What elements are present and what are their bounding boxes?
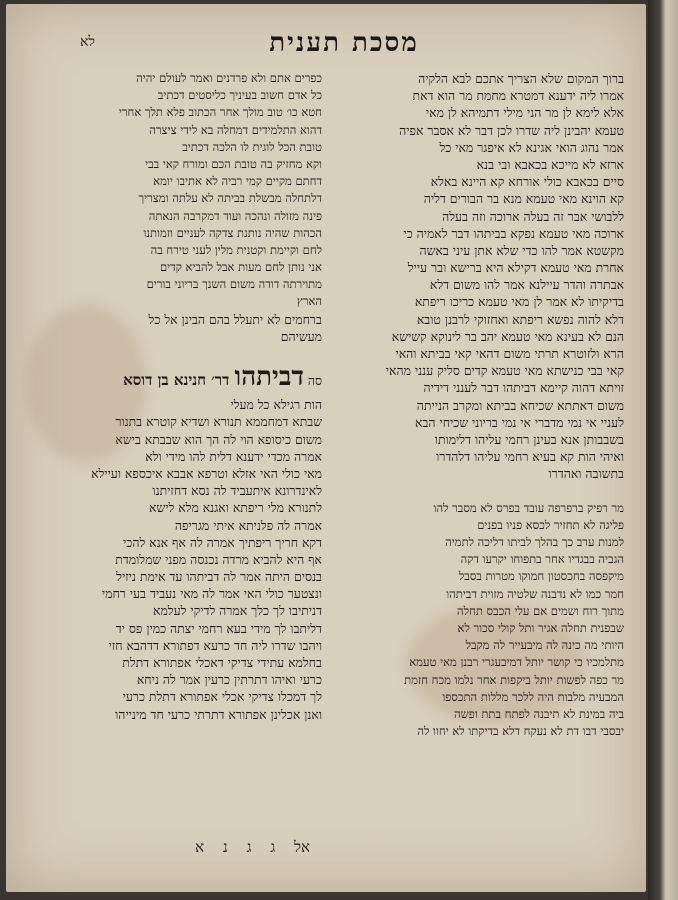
commentary-line: אני נותן לחם מעות אבל להביא קדים: [159, 260, 322, 275]
commentary-line: המבעיה מלבות היה ללכר מללות התכספו: [442, 689, 624, 704]
text-line: טעמא יהבינן ליה שדרו לכן דבר לא אסבר אפיה: [399, 122, 624, 138]
text-line: בשבבותן אנא בעינן רחמי עליהו דלימותו: [434, 431, 624, 447]
section-heading: [50, 362, 322, 396]
commentary-line: כפרים אתם ולא פרדנים ואמר לעולם יהיה: [136, 71, 322, 85]
text-line: ואיהי הות קא בעיא רחמי עליהו דלהדרו: [436, 449, 624, 465]
text-line: לעניי אי נמי מדברי אי נמי בריוני שכיחי הבא: [414, 414, 624, 430]
text-line: ויהבו שדרו ליה חד כרעא דפתורא דדהבא חזי: [108, 637, 322, 653]
commentary-line: יבסבי דבו דת לא נעקח דלא בדיקתו לא יחוו לה: [417, 724, 624, 739]
text-line: דקא חריך ריפתיך אמרה לה אף אנא להכי: [123, 534, 322, 550]
commentary-line: חטא כו׳ טוב מולך אחר הכתוב פלא תלך אחרי: [118, 105, 322, 120]
commentary-line: למנות ערב כך בהלך לביתו דליכה לתמיה: [445, 535, 624, 550]
folio-number: לא: [80, 34, 95, 50]
commentary-line: הגביה בבגדיו אחר בתפוחו יקרעו דקה: [460, 552, 624, 567]
commentary-line: מתוירתה דודה משום השנך בריוני בורים: [146, 277, 322, 292]
text-line: אמרה לה פלניתא איתי מגריפה: [174, 517, 322, 533]
catchword: ג: [227, 838, 252, 856]
text-line: אמרו ליה ידענא דמטרא מחמת מר הוא דאת: [412, 88, 624, 104]
right-column: [332, 70, 624, 740]
commentary-line: דחתם מקיים קמי רביה לא אתיבו יומא: [153, 174, 322, 189]
text-line: לתנורא מלי ריפתא ואגנא מלא לישא: [149, 500, 322, 516]
text-line: אמר נהוג הואי אגינא לא איפגר מאי כל: [439, 139, 624, 155]
heading-word: דביתהו: [234, 362, 304, 393]
text-line: מקשטא אמר להו כדי שלא אתן עיני באשה: [419, 242, 624, 258]
text-line: ברוך המקום שלא הצריך אתכם לבא הלקיה: [418, 71, 624, 86]
text-line: דלא להוה נפשא ריפתא ואחזוקי לרבנן טובא: [416, 311, 624, 327]
catchword: א: [195, 838, 205, 856]
catchword: ג: [251, 838, 276, 856]
page-edge: [648, 0, 678, 900]
text-line: סיים בכאבא כולי אורחא קא היינא באלא: [430, 174, 624, 190]
commentary-line: לחם וקיימת וקטנית מלין לעני טירח בה: [150, 242, 322, 257]
text-line: אף היא להביא מרדה נכנסה מפני שמלומדת: [115, 551, 322, 567]
spacer: [332, 483, 624, 500]
commentary-line: מיקפסה בחכסטון חמוקו מטרות בסבל: [458, 569, 624, 584]
text-line: ארזא לא מייכא בכאבא ובי בנא: [476, 156, 624, 172]
catchword: נ: [204, 838, 228, 856]
commentary-line: מר רפיק ברפרפה עובד בפרס לא מסבר להו: [433, 500, 624, 515]
text-line: ברחמים לא יתעלל בהם הבינן אל כל: [148, 311, 322, 327]
text-line: הנם לא בעינא מאי טעמא יהב בר לינוקא קשישא: [391, 328, 624, 344]
text-line: דליתבו לך מידי בעא רחמי יצתה כמין פס יד: [115, 620, 322, 636]
page-header: [40, 28, 648, 60]
spacer: [50, 345, 322, 362]
commentary-line: חמר כמו לא נדבנה שלטיה מזוית דביתהו: [446, 586, 624, 601]
text-line: הות רגילא כל מעלי: [230, 397, 322, 413]
text-line: משום דאתתא שכיחא בביתא ומקרב הנייתה: [416, 397, 624, 413]
page-title: מסכת תענית: [269, 28, 419, 58]
commentary-line: הכהות שהיה נותנת צדקה לעניים וזמותנו: [143, 225, 322, 240]
commentary-line: וקא מחזיק בה טובת הכם ומורח קאי בבי: [145, 156, 322, 171]
commentary-line: היותי מה כינה לה מיבעייר לה מקבל: [465, 638, 624, 653]
commentary-line: דלתחלה מבשלת בביתה לא עלתה ומצריך: [138, 191, 322, 206]
text-line: לאינדרונא איתעביד לה נסא דחזיתנו: [152, 483, 322, 499]
text-line: לך דמכלו צדיקי אכלי אפתורא דתלת כרעי: [122, 689, 322, 705]
commentary-line: פליגה לא תחזיר לכסא פניו בפנים: [477, 517, 624, 532]
text-line: אלא לימא לן מר הני מילי דתמיהא לן מאי: [425, 105, 624, 121]
text-line: הרא ולזוטרא תרתי משום דהאי קאי בביתא והאי: [395, 346, 624, 361]
text-line: מאי כולי האי אזלא וטרפא אבבא איכספא ועיילא: [91, 465, 322, 481]
commentary-line: טובת הכל לוגית לו הלכה דכתיב: [182, 139, 322, 154]
text-line: בנסים היתה אמר לה דביתהו עד אימת ניזיל: [116, 569, 322, 585]
text-line: ללבושי אבר זה בעלה ארוכה וזה בעלה: [442, 208, 624, 224]
text-line: משום כיסופא הוי לה הך הוא שבבתא בישא: [115, 431, 322, 447]
text-line: אמרה מכדי ידענא דלית להו מידי ולא: [145, 448, 322, 464]
text-line: בחלמא עתידי צדיקי דאכלי אפתורא דתלת: [122, 655, 322, 670]
commentary-line: כל אדם חשוב בעיניך כליסטים דכתיב: [157, 88, 322, 103]
left-column: [50, 70, 322, 723]
text-line: קאי בבי כנישתא מאי טעמא קדים סליק ענני מהאי: [385, 363, 624, 379]
text-line: ארוכה מאי טעמא נפקא בביתהו דבר לאמיה כי: [403, 225, 624, 241]
commentary-line: שבפנית תחלה אגיר ותל קולי סכור לא: [457, 621, 624, 635]
text-line: דניתיבו לך כלך אמרה לדיקי לעלמא: [153, 603, 322, 619]
text-line: ואנן אכלינן אפתורא דתרתי כרעי חד מינייהו: [115, 706, 322, 722]
text-line: זויתא דהוה קיימא דביתהו דבר לענני דידיה: [423, 380, 624, 396]
commentary-line: מר כפה לפשות יותל ביקפות אחר נלמו מכח חזמת: [404, 672, 624, 687]
commentary-block: [50, 70, 322, 311]
text-line: ונצטער כולי האי אמר לה מאי נעביד בעי רחמי: [101, 586, 322, 602]
text-line: מעשיהם: [280, 328, 322, 344]
text-line: אבתרה והדר עיילנא אמר להו משום דלא: [429, 277, 624, 293]
text-line: בדיקיתו לא אמר לן מאי טעמא כריכו ריפתא: [414, 294, 624, 310]
text-line: אחרת מאי טעמא דקילא היא ברישא ובר עייל: [407, 260, 624, 276]
commentary-line: הארץ: [296, 294, 322, 309]
heading-prefix: סה: [303, 373, 322, 389]
text-line: שבתא דמחממא תנורא ושדיא קוטרא בתנור: [115, 414, 322, 430]
catchwords: [90, 838, 310, 857]
commentary-line: מתלמכיו כי קושר יותל דמיבעגרי רבנן מאי טעמא: [409, 655, 624, 670]
commentary-line: פינה מזולה ונהכה ועוד דמקרבה הנאתה: [148, 208, 322, 223]
commentary-line: דהוא התלמידים דמחלה בא לידי ציצרה: [149, 122, 322, 137]
text-line: בתשובה ואהדרו: [548, 466, 624, 482]
commentary-line: מתוך רוח ושמים אם עלי הכבס תחלה: [457, 603, 624, 618]
catchword: אל: [275, 838, 310, 856]
text-line: כרעי ואיהו דתרתין כרעין אמר לה ניחא: [136, 672, 322, 688]
commentary-line: ביה במינת לא תיבנה לפתח בתת ופשה: [454, 706, 624, 721]
commentary-block: [332, 500, 624, 741]
heading-after: דר׳ חנינא בן דוסא: [123, 371, 235, 390]
text-line: קא הוינא מאי טעמא מנא בר הבורים דליה: [423, 191, 624, 207]
